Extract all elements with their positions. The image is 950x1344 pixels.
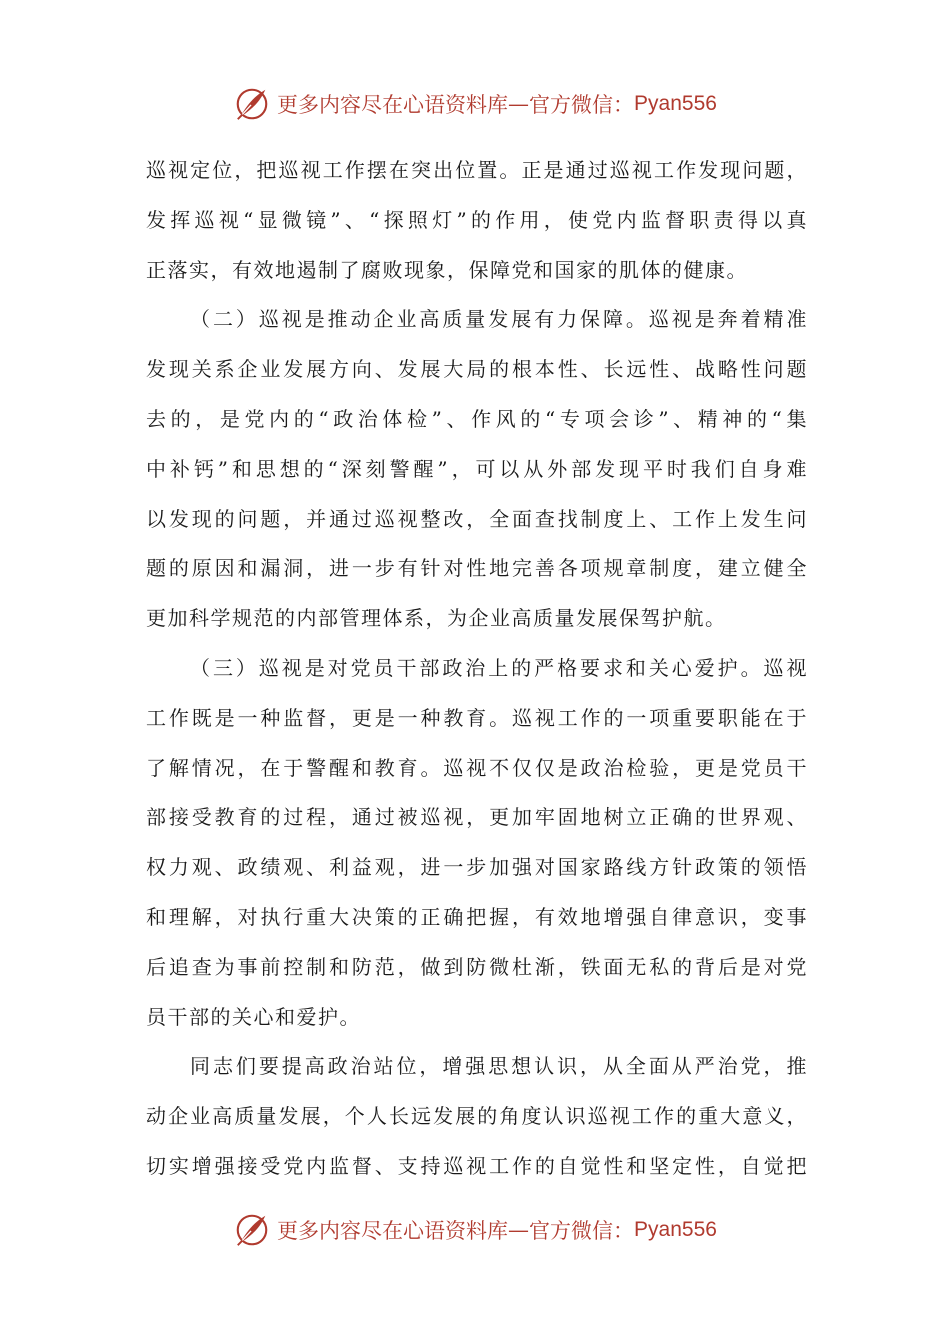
text-line: 动企业高质量发展，个人长远发展的角度认识巡视工作的重大意义，: [146, 1104, 808, 1129]
watermark-text: 更多内容尽在心语资料库: [277, 1219, 509, 1243]
text-line: 和理解，对执行重大决策的正确把握，有效地增强自律意识，变事: [146, 904, 808, 929]
watermark-separator: —: [508, 1218, 530, 1242]
text-line: 部接受教育的过程，通过被巡视，更加牢固地树立正确的世界观、: [146, 805, 808, 830]
body-text: [146, 146, 808, 1192]
text-line: 同志们要提高政治站位，增强思想认识，从全面从严治党，推: [190, 1054, 808, 1079]
text-line: 题的原因和漏洞，进一步有针对性地完善各项规章制度，建立健全: [146, 556, 808, 581]
watermark-contact-label: 官方微信：: [529, 93, 635, 117]
text-line: 发现关系企业发展方向、发展大局的根本性、长远性、战略性问题: [146, 357, 808, 382]
text-line: 中补钙”和思想的“深刻警醒”，可以从外部发现平时我们自身难: [146, 456, 808, 481]
text-line: （二）巡视是推动企业高质量发展有力保障。巡视是奔着精准: [190, 307, 808, 332]
text-line: 以发现的问题，并通过巡视整改，全面查找制度上、工作上发生问: [146, 506, 808, 531]
text-line: 权力观、政绩观、利益观，进一步加强对国家路线方针政策的领悟: [146, 855, 808, 880]
quill-pen-icon: [233, 1211, 271, 1249]
watermark-separator: —: [508, 92, 530, 116]
watermark-header: [0, 84, 950, 124]
quill-pen-icon: [233, 85, 271, 123]
text-line: 巡视定位，把巡视工作摆在突出位置。正是通过巡视工作发现问题，: [146, 158, 808, 182]
text-line: 切实增强接受党内监督、支持巡视工作的自觉性和坚定性，自觉把: [146, 1153, 808, 1178]
text-line: 发挥巡视“显微镜”、“探照灯”的作用，使党内监督职责得以真: [146, 207, 808, 232]
text-line: 工作既是一种监督，更是一种教育。巡视工作的一项重要职能在于: [146, 705, 808, 730]
text-line: 去的，是党内的“政治体检”、作风的“专项会诊”、精神的“集: [146, 406, 808, 431]
text-line: 了解情况，在于警醒和教育。巡视不仅仅是政治检验，更是党员干: [146, 755, 808, 780]
text-line: 后追查为事前控制和防范，做到防微杜渐，铁面无私的背后是对党: [146, 954, 808, 979]
text-line: 更加科学规范的内部管理体系，为企业高质量发展保驾护航。: [146, 606, 727, 631]
text-line: 员干部的关心和爱护。: [146, 1004, 361, 1029]
text-line: （三）巡视是对党员干部政治上的严格要求和关心爱护。巡视: [190, 655, 808, 680]
watermark-contact-id: Pyan556: [634, 1218, 717, 1241]
watermark-contact-id: Pyan556: [634, 92, 717, 115]
text-line: 正落实，有效地遏制了腐败现象，保障党和国家的肌体的健康。: [146, 257, 748, 282]
watermark-text: 更多内容尽在心语资料库: [277, 93, 509, 117]
watermark-footer: [0, 1210, 950, 1250]
watermark-contact-label: 官方微信：: [529, 1219, 635, 1243]
